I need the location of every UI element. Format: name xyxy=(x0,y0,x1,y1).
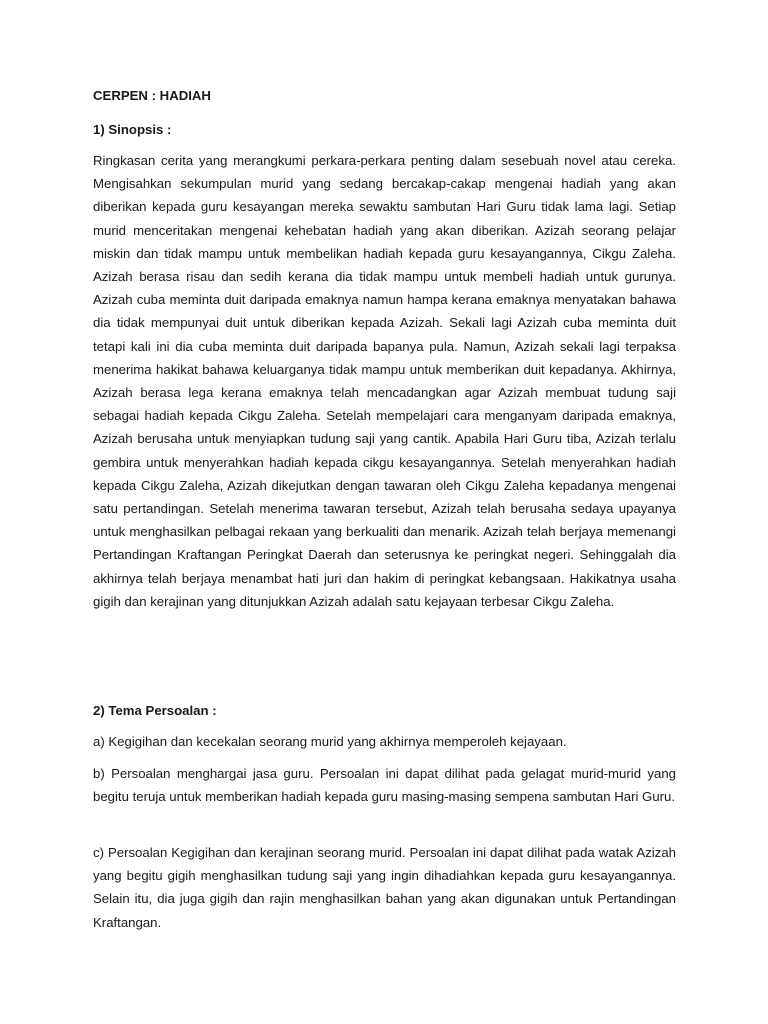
tema-paragraph-c: c) Persoalan Kegigihan dan kerajinan seorang murid. Persoalan ini dapat dilihat pada watak Azizah yang begitu gigih menghasilkan tudung saji yang ingin dihadiahkan kepada guru kesayangannya. Selain itu, dia juga gigih dan rajin menghasilkan bahan yang akan digunakan untuk Pertandingan Kraftangan. xyxy=(93,845,676,930)
tema-paragraph-b: b) Persoalan menghargai jasa guru. Persoalan ini dapat dilihat pada gelagat murid-murid yang begitu teruja untuk memberikan hadiah kepada guru masing-masing sempena sambutan Hari Guru. xyxy=(93,766,676,805)
sinopsis-paragraph: Ringkasan cerita yang merangkumi perkara-perkara penting dalam sesebuah novel atau cereka. Mengisahkan sekumpulan murid yang sedang bercakap-cakap mengenai hadiah yang akan diberikan kepada guru kesayangan mereka sewaktu sambutan Hari Guru tidak lama lagi. Setiap murid menceritakan mengenai kehebatan hadiah yang akan diberikan. Azizah seorang pelajar miskin dan tidak mampu untuk membelikan hadiah kepada guru kesayangannya, Cikgu Zaleha. Azizah berasa risau dan sedih kerana dia tidak mampu untuk membeli hadiah untuk gurunya. Azizah cuba meminta duit daripada emaknya namun hampa kerana emaknya menyatakan bahawa dia tidak mempunyai duit untuk diberikan kepada Azizah. Sekali lagi Azizah cuba meminta duit tetapi kali ini dia cuba meminta duit daripada bapanya pula. Namun, Azizah sekali lagi terpaksa menerima hakikat bahawa keluarganya tidak mampu untuk memberikan duit kepadanya. Akhirnya, Azizah berasa lega kerana emaknya telah mencadangkan agar Azizah membuat tudung saji sebagai hadiah kepada Cikgu Zaleha. Setelah mempelajari cara menganyam daripada emaknya, Azizah berusaha untuk menyiapkan tudung saji yang cantik. Apabila Hari Guru tiba, Azizah terlalu gembira untuk menyerahkan hadiah kepada cikgu kesayangannya. Setelah menyerahkan hadiah kepada Cikgu Zaleha, Azizah dikejutkan dengan tawaran oleh Cikgu Zaleha kepadanya mengenai satu pertandingan. Setelah menerima tawaran tersebut, Azizah telah berusaha sedaya upayanya untuk menghasilkan pelbagai rekaan yang berkualiti dan menarik. Azizah telah berjaya memenangi Pertandingan Kraftangan Peringkat Daerah dan seterusnya ke peringkat negeri. Sehinggalah dia akhirnya telah berjaya menambat hati juri dan hakim di peringkat kebangsaan. Hakikatnya usaha gigih dan kerajinan yang ditunjukkan Azizah adalah satu kejayaan terbesar Cikgu Zaleha. xyxy=(93,153,676,609)
section-heading-tema-persoalan: 2) Tema Persoalan : xyxy=(93,703,217,718)
tema-paragraph-a: a) Kegigihan dan kecekalan seorang murid yang akhirnya memperoleh kejayaan. xyxy=(93,734,567,749)
section-heading-sinopsis: 1) Sinopsis : xyxy=(93,122,172,137)
document-title: CERPEN : HADIAH xyxy=(93,88,211,103)
